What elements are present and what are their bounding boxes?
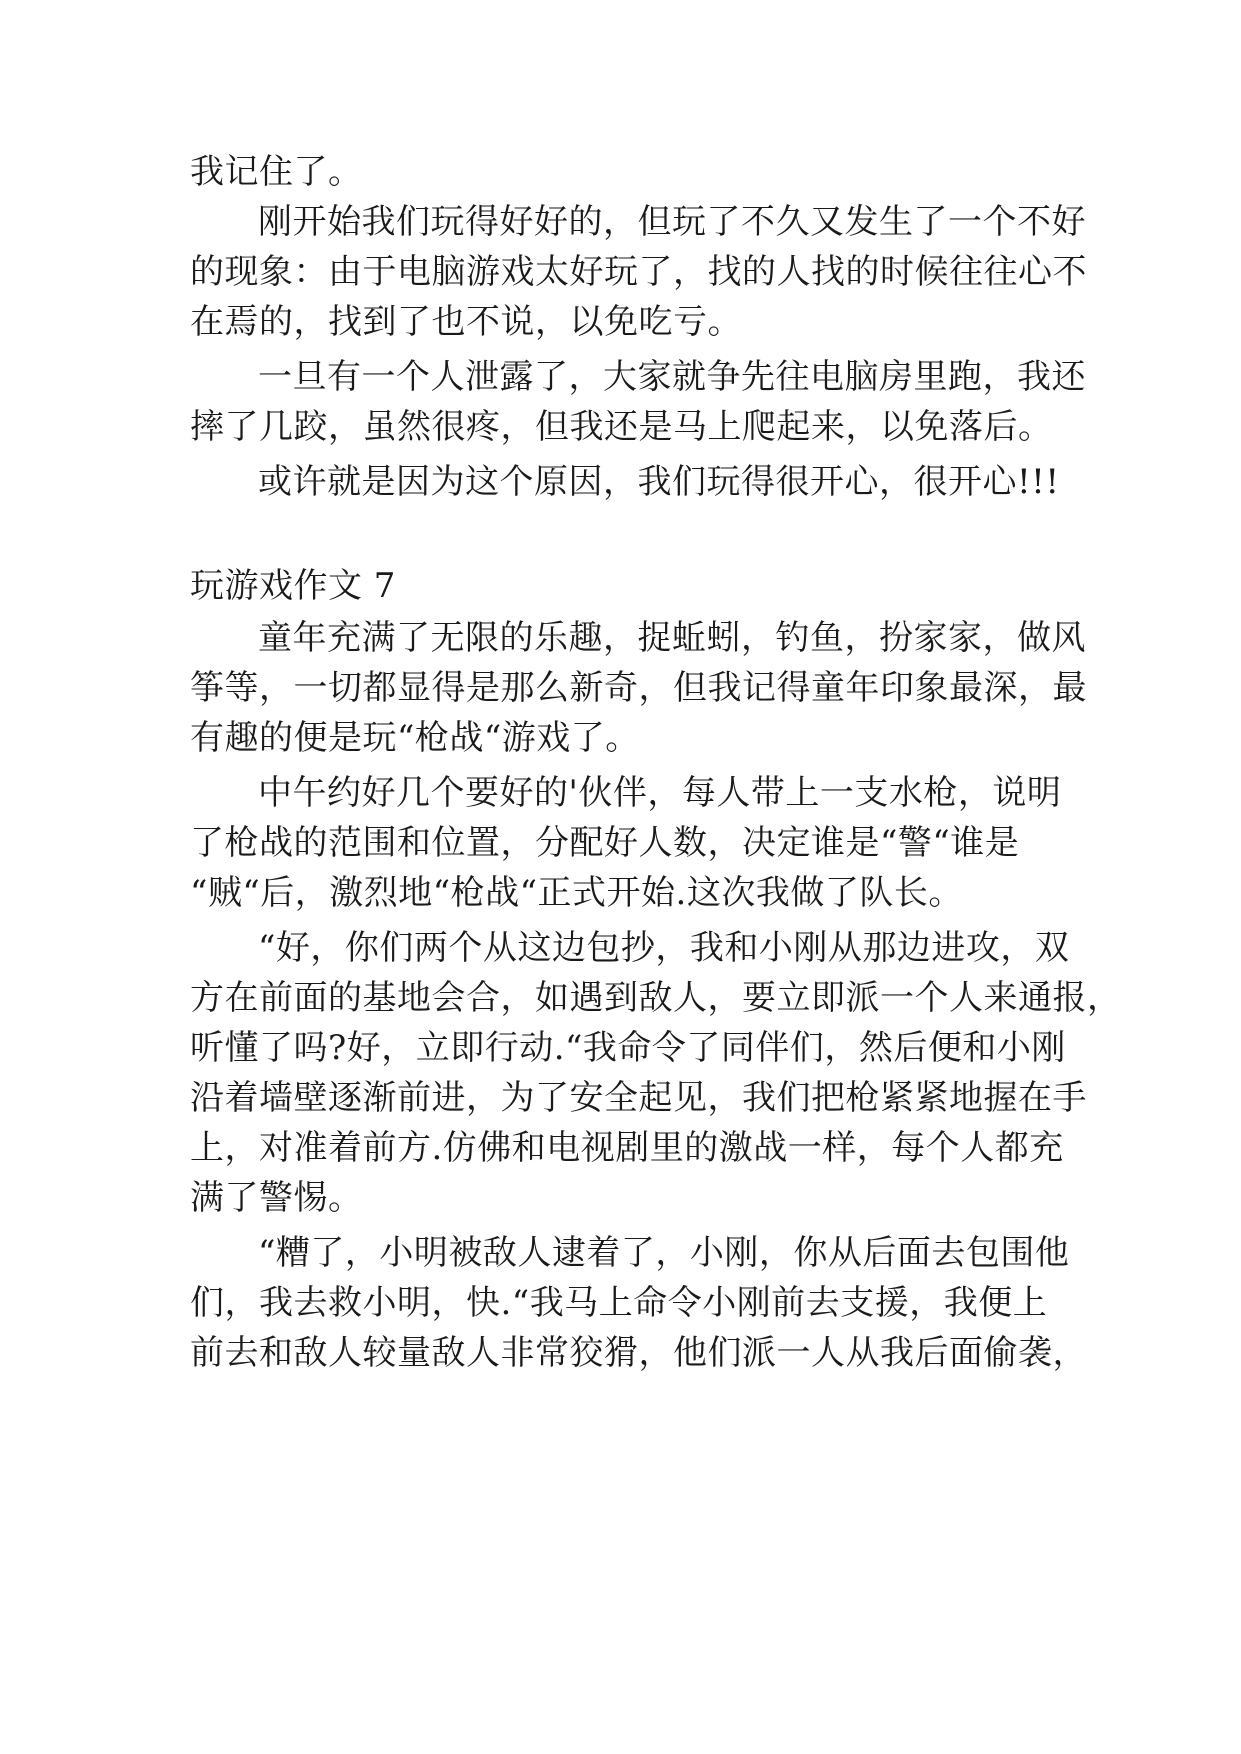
- section-title: 玩游戏作文 7: [190, 566, 396, 606]
- paragraph-line: 筝等，一切都显得是那么新奇，但我记得童年印象最深，最: [190, 668, 1087, 708]
- paragraph-line: 前去和敌人较量敌人非常狡猾，他们派一人从我后面偷袭，: [190, 1333, 1087, 1373]
- paragraph-line: 一旦有一个人泄露了，大家就争先往电脑房里跑，我还: [258, 357, 1086, 397]
- paragraph-line: 或许就是因为这个原因，我们玩得很开心，很开心!!!: [258, 462, 1060, 502]
- paragraph-line: 刚开始我们玩得好好的，但玩了不久又发生了一个不好: [258, 202, 1086, 242]
- paragraph-line: 中午约好几个要好的'伙伴，每人带上一支水枪，说明: [258, 773, 1062, 813]
- paragraph-line: 方在前面的基地会合，如遇到敌人，要立即派一个人来通报，: [190, 978, 1122, 1018]
- paragraph-line: 在焉的，找到了也不说，以免吃亏。: [190, 302, 742, 342]
- paragraph-line: 摔了几跤，虽然很疼，但我还是马上爬起来，以免落后。: [190, 407, 1053, 447]
- paragraph-line: 上，对准着前方.仿佛和电视剧里的激战一样，每个人都充: [190, 1128, 1064, 1168]
- paragraph-line: “贼“后，激烈地“枪战“正式开始.这次我做了队长。: [190, 873, 963, 913]
- paragraph-line: 满了警惕。: [190, 1178, 363, 1218]
- paragraph-line: “糟了，小明被敌人逮着了，小刚，你从后面去包围他: [258, 1233, 1070, 1273]
- paragraph-line: 我记住了。: [190, 152, 363, 192]
- paragraph-line: 了枪战的范围和位置，分配好人数，决定谁是“警“谁是: [190, 823, 1020, 863]
- paragraph-line: 们，我去救小明，快.“我马上命令小刚前去支援，我便上: [190, 1283, 1048, 1323]
- paragraph-line: 童年充满了无限的乐趣，捉蚯蚓，钓鱼，扮家家，做风: [258, 618, 1086, 658]
- paragraph-line: 沿着墙壁逐渐前进，为了安全起见，我们把枪紧紧地握在手: [190, 1078, 1087, 1118]
- paragraph-line: 听懂了吗?好，立即行动.“我命令了同伴们，然后便和小刚: [190, 1028, 1066, 1068]
- paragraph-line: 有趣的便是玩“枪战“游戏了。: [190, 718, 640, 758]
- paragraph-line: 的现象：由于电脑游戏太好玩了，找的人找的时候往往心不: [190, 252, 1087, 292]
- paragraph-line: “好，你们两个从这边包抄，我和小刚从那边进攻，双: [258, 928, 1070, 968]
